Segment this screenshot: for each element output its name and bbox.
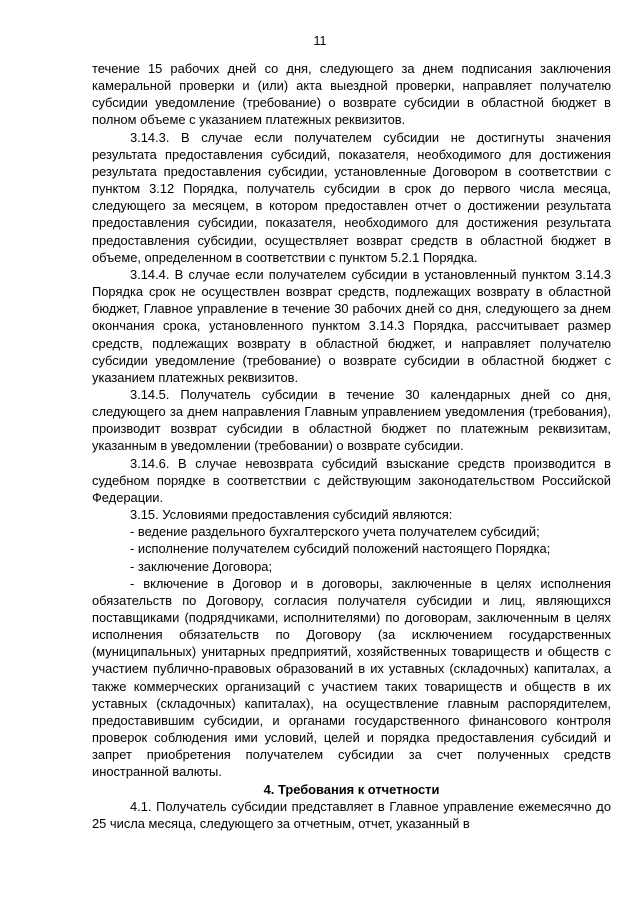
condition-item-accounting: - ведение раздельного бухгалтерского учета получателем субсидий; — [130, 524, 540, 540]
condition-item-consent: - включение в Договор и в договоры, заключенные в целях исполнения обязательств по Договору, согласия получателя субсидии и лиц, являющихся поставщиками (подрядчиками, исполнителями) по договорам, заключенным в целях исполнения обязательств по Договору (за исключением государственных (муниципальных) унитарных предприятий, хозяйственных товариществ и обществ с участием публично-правовых образований в их уставных (складочных) капиталах, а также коммерческих организаций с участием таких товариществ и обществ в их уставных (складочных) капиталах), на осуществление главным распорядителем, предоставившим субсидии, и органами государственного финансового контроля проверок соблюдения ими условий, целей и порядка предоставления субсидий и запрет приобретения получателем субсидии за счет полученных средств иностранной валюты. — [92, 575, 611, 780]
paragraph-3-14-6: 3.14.6. В случае невозврата субсидий взыскание средств производится в судебном порядке в соответствии с действующим законодательством Российской Федерации. — [92, 455, 611, 505]
paragraph-3-14-5: 3.14.5. Получатель субсидии в течение 30 календарных дней со дня, следующего за днем направления Главным управлением уведомления (требования), производит возврат субсидии в областной бюджет по платежным реквизитам, указанным в уведомлении (требовании) о возврате субсидии. — [92, 386, 611, 454]
page-number: 11 — [313, 34, 327, 48]
document-body — [92, 60, 611, 832]
paragraph-3-14-4: 3.14.4. В случае если получателем субсидии в установленный пунктом 3.14.3 Порядка срок не осуществлен возврат средств, подлежащих возврату в областной бюджет, Главное управление в течение 30 рабочих дней со дня, следующего за днем окончания срока, установленного пунктом 3.14.3 Порядка, рассчитывает размер средств, подлежащих возврату в областной бюджет, и направляет получателю субсидии уведомление (требование) о возврате субсидии в областной бюджет с указанием платежных реквизитов. — [92, 266, 611, 385]
condition-item-contract: - заключение Договора; — [130, 558, 273, 574]
paragraph-3-14-3: 3.14.3. В случае если получателем субсидии не достигнуты значения результата предоставления субсидий, показателя, необходимого для достижения результата предоставления субсидии, установленные Договором в соответствии с пунктом 3.12 Порядка, получатель субсидии в срок до первого числа месяца, следующего за месяцем, в котором предоставлен отчет о достижении результата предоставления субсидии, показателя, необходимого для достижения результата предоставления субсидии, осуществляет возврат средств в областной бюджет в объеме, определенном в соответствии с пунктом 5.2.1 Порядка. — [92, 129, 611, 265]
paragraph-4-1: 4.1. Получатель субсидии представляет в Главное управление ежемесячно до 25 числа месяца, следующего за отчетным, отчет, указанный в — [92, 798, 611, 831]
condition-item-compliance: - исполнение получателем субсидий положений настоящего Порядка; — [130, 541, 551, 557]
section-heading: 4. Требования к отчетности — [263, 781, 440, 797]
paragraph-continuation: течение 15 рабочих дней со дня, следующего за днем подписания заключения камеральной проверки и (или) акта выездной проверки, направляет получателю субсидии уведомление (требование) о возврате субсидии в областной бюджет в полном объеме с указанием платежных реквизитов. — [92, 61, 611, 128]
paragraph-3-15: 3.15. Условиями предоставления субсидий являются: — [130, 507, 453, 523]
